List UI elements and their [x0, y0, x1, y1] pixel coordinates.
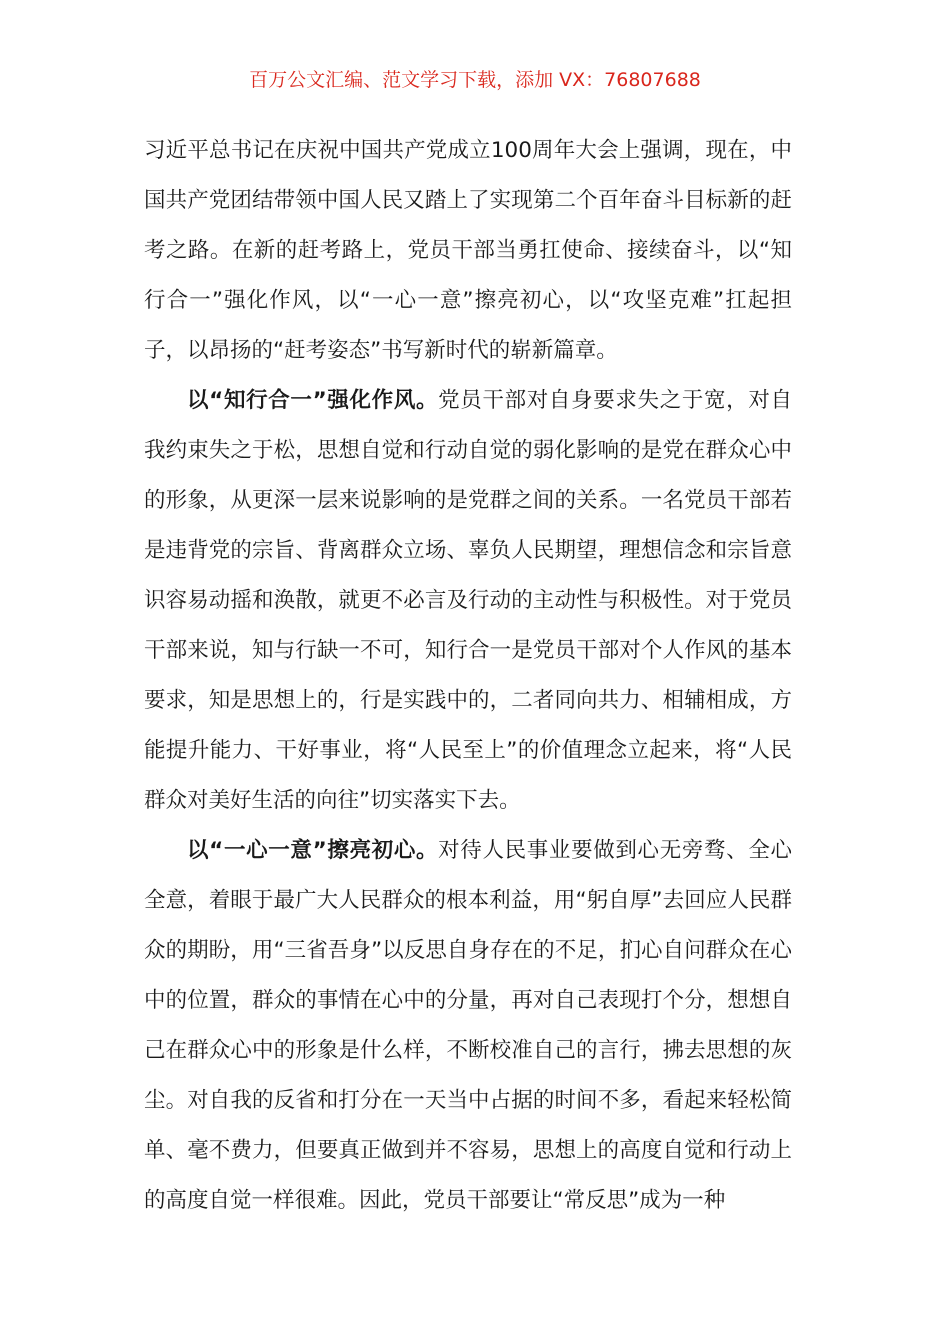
intro-paragraph-text: 习近平总书记在庆祝中国共产党成立100周年大会上强调，现在，中国共产党团结带领中国人民又踏上了实现第二个百年奋斗目标新的赶考之路。在新的赶考路上，党员干部当勇扛使命、接续奋斗，以“知行合一”强化作风，以“一心一意”擦亮初心，以“攻坚克难”扛起担子，以昂扬的“赶考姿态”书写新时代的崭新篇章。 [144, 138, 792, 363]
section-text-yixinyiyi: 对待人民事业要做到心无旁骛、全心全意，着眼于最广大人民群众的根本利益，用“躬自厚”去回应人民群众的期盼，用“三省吾身”以反思自身存在的不足，扪心自问群众在心中的位置，群众的事情在心中的分量，再对自己表现打个分，想想自己在群众心中的形象是什么样，不断校准自己的言行，拂去思想的灰尘。对自我的反省和打分在一天当中占据的时间不多，看起来轻松简单、毫不费力，但要真正做到并不容易，思想上的高度自觉和行动上的高度自觉一样很难。因此，党员干部要让“常反思”成为一种 [144, 838, 792, 1213]
section-heading-yixinyiyi: 以“一心一意”擦亮初心。 [187, 838, 439, 863]
document-body [144, 126, 792, 1226]
section-heading-zhixingheyi: 以“知行合一”强化作风。 [187, 388, 439, 413]
intro-paragraph [144, 126, 792, 376]
section-paragraph-yixinyiyi [144, 826, 792, 1226]
section-paragraph-zhixingheyi [144, 376, 792, 826]
watermark-header: 百万公文汇编、范文学习下载，添加 VX：76807688 [249, 69, 701, 91]
section-text-zhixingheyi: 党员干部对自身要求失之于宽，对自我约束失之于松，思想自觉和行动自觉的弱化影响的是党在群众心中的形象，从更深一层来说影响的是党群之间的关系。一名党员干部若是违背党的宗旨、背离群众立场、辜负人民期望，理想信念和宗旨意识容易动摇和涣散，就更不必言及行动的主动性与积极性。对于党员干部来说，知与行缺一不可，知行合一是党员干部对个人作风的基本要求，知是思想上的，行是实践中的，二者同向共力、相辅相成，方能提升能力、干好事业，将“人民至上”的价值理念立起来，将“人民群众对美好生活的向往”切实落实下去。 [144, 388, 792, 813]
